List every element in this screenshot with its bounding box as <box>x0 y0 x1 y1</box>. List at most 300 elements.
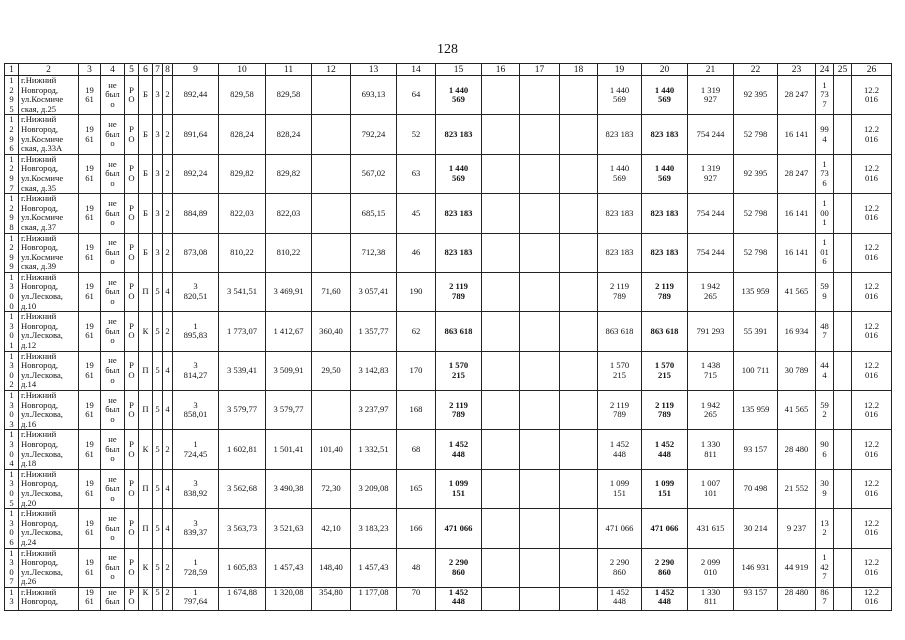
table-cell <box>520 76 560 115</box>
table-cell: 431 615 <box>688 509 734 548</box>
table-cell: 5 <box>153 430 163 469</box>
table-cell: 1 2 9 9 <box>5 233 19 272</box>
table-cell <box>482 76 520 115</box>
table-cell: 64 <box>397 76 436 115</box>
table-cell: П <box>139 391 153 430</box>
column-header: 21 <box>688 64 734 76</box>
table-row <box>5 509 892 548</box>
address-cell: г.Нижний Новгород, ул.Лескова, д.24 <box>19 509 79 548</box>
table-cell: 1 3 0 2 <box>5 351 19 390</box>
table-cell: 873,08 <box>173 233 219 272</box>
table-cell: 5 <box>153 469 163 508</box>
table-cell <box>482 115 520 154</box>
table-cell: 41 565 <box>778 391 816 430</box>
table-cell <box>834 469 852 508</box>
address-cell: г.Нижний Новгород, ул.Космиче ская, д.35 <box>19 154 79 193</box>
table-cell: 3 <box>153 233 163 272</box>
table-cell: 19 61 <box>79 391 101 430</box>
table-cell: 12.2 016 <box>852 587 892 610</box>
table-row <box>5 587 892 610</box>
table-cell <box>560 272 598 311</box>
table-cell: 86 7 <box>816 587 834 610</box>
table-cell: 810,22 <box>266 233 312 272</box>
address-cell: г.Нижний Новгород, ул.Лескова, д.16 <box>19 391 79 430</box>
table-cell: 19 61 <box>79 509 101 548</box>
table-cell: 19 61 <box>79 430 101 469</box>
table-cell: 1 412,67 <box>266 312 312 351</box>
table-cell: 792,24 <box>351 115 397 154</box>
table-cell: 68 <box>397 430 436 469</box>
table-cell <box>520 548 560 587</box>
column-header: 12 <box>312 64 351 76</box>
table-cell: 863 618 <box>436 312 482 351</box>
table-cell: 135 959 <box>734 272 778 311</box>
table-row <box>5 115 892 154</box>
table-cell: 12.2 016 <box>852 351 892 390</box>
column-header: 25 <box>834 64 852 76</box>
table-cell: 4 <box>163 469 173 508</box>
table-cell: 1 724,45 <box>173 430 219 469</box>
table-cell <box>834 391 852 430</box>
table-cell: 1 942 265 <box>688 272 734 311</box>
table-cell <box>520 312 560 351</box>
table-cell: Р О <box>125 115 139 154</box>
table-cell: 59 9 <box>816 272 834 311</box>
table-cell: П <box>139 469 153 508</box>
table-cell: 2 <box>163 115 173 154</box>
table-cell: 3 237,97 <box>351 391 397 430</box>
column-header: 1 <box>5 64 19 76</box>
table-cell: 48 <box>397 548 436 587</box>
table-cell: 863 618 <box>598 312 642 351</box>
table-cell: 19 61 <box>79 194 101 233</box>
table-cell: Р О <box>125 391 139 430</box>
table-cell: К <box>139 312 153 351</box>
table-cell: Р О <box>125 351 139 390</box>
table-cell: 70 <box>397 587 436 610</box>
table-cell: 28 247 <box>778 76 816 115</box>
table-cell: 28 247 <box>778 154 816 193</box>
table-cell: 1 2 9 8 <box>5 194 19 233</box>
table-cell: 2 119 789 <box>598 391 642 430</box>
column-header: 16 <box>482 64 520 76</box>
table-cell: не был <box>101 587 125 610</box>
table-cell: 46 <box>397 233 436 272</box>
table-cell: 823 183 <box>642 233 688 272</box>
column-header: 11 <box>266 64 312 76</box>
table-cell: Б <box>139 233 153 272</box>
table-row <box>5 469 892 508</box>
table-cell: 3 541,51 <box>219 272 266 311</box>
table-cell: 471 066 <box>642 509 688 548</box>
table-cell: не был о <box>101 194 125 233</box>
table-cell <box>312 115 351 154</box>
table-cell <box>482 548 520 587</box>
table-cell: 1 452 448 <box>598 430 642 469</box>
table-cell: Р О <box>125 430 139 469</box>
table-cell: 12.2 016 <box>852 469 892 508</box>
table-cell: 823 183 <box>436 115 482 154</box>
table-cell: 2 119 789 <box>598 272 642 311</box>
table-cell <box>560 430 598 469</box>
table-cell: 1 2 9 6 <box>5 115 19 154</box>
table-cell: 828,24 <box>219 115 266 154</box>
address-cell: г.Нижний Новгород, ул.Лескова, д.12 <box>19 312 79 351</box>
table-cell: 170 <box>397 351 436 390</box>
table-cell: 2 <box>163 548 173 587</box>
table-cell: 685,15 <box>351 194 397 233</box>
table-cell: 19 61 <box>79 548 101 587</box>
table-cell: Б <box>139 154 153 193</box>
table-cell: 3 563,73 <box>219 509 266 548</box>
table-cell: 1 602,81 <box>219 430 266 469</box>
table-cell: 19 61 <box>79 76 101 115</box>
table-cell: 829,82 <box>219 154 266 193</box>
table-cell: Б <box>139 76 153 115</box>
table-cell <box>560 312 598 351</box>
table-cell: 1 330 811 <box>688 430 734 469</box>
table-cell: 41 565 <box>778 272 816 311</box>
table-cell: 360,40 <box>312 312 351 351</box>
table-cell: 3 579,77 <box>219 391 266 430</box>
table-cell <box>560 115 598 154</box>
column-header: 9 <box>173 64 219 76</box>
table-cell: 190 <box>397 272 436 311</box>
table-cell: 19 61 <box>79 115 101 154</box>
table-cell <box>560 587 598 610</box>
table-row <box>5 312 892 351</box>
table-row <box>5 272 892 311</box>
table-cell: 19 61 <box>79 233 101 272</box>
table-cell: Б <box>139 115 153 154</box>
table-cell <box>520 587 560 610</box>
table-cell: 2 <box>163 154 173 193</box>
address-cell: г.Нижний Новгород, ул.Лескова, д.14 <box>19 351 79 390</box>
table-cell: 5 <box>153 272 163 311</box>
table-cell: 4 <box>163 351 173 390</box>
table-cell: 30 789 <box>778 351 816 390</box>
table-cell <box>560 351 598 390</box>
table-cell: 52 798 <box>734 115 778 154</box>
table-cell <box>482 312 520 351</box>
table-cell: 3 839,37 <box>173 509 219 548</box>
table-cell: 2 <box>163 233 173 272</box>
table-cell: 1 177,08 <box>351 587 397 610</box>
table-cell: 3 521,63 <box>266 509 312 548</box>
table-cell: 3 562,68 <box>219 469 266 508</box>
table-cell: не был о <box>101 509 125 548</box>
table-cell: 810,22 <box>219 233 266 272</box>
table-cell: 62 <box>397 312 436 351</box>
column-header: 7 <box>153 64 163 76</box>
table-cell: 712,38 <box>351 233 397 272</box>
table-cell: 45 <box>397 194 436 233</box>
table-cell: 19 61 <box>79 272 101 311</box>
table-cell: 1 099 151 <box>436 469 482 508</box>
table-cell <box>520 233 560 272</box>
table-cell: 12.2 016 <box>852 194 892 233</box>
table-cell: Р О <box>125 469 139 508</box>
table-cell: 3 142,83 <box>351 351 397 390</box>
table-cell: 892,24 <box>173 154 219 193</box>
table-cell: 1 605,83 <box>219 548 266 587</box>
table-cell: 823 183 <box>642 115 688 154</box>
table-cell: 1 440 569 <box>598 154 642 193</box>
table-cell <box>520 509 560 548</box>
table-cell: 165 <box>397 469 436 508</box>
table-cell: 93 157 <box>734 430 778 469</box>
column-header: 8 <box>163 64 173 76</box>
table-cell: 4 <box>163 509 173 548</box>
table-cell: 823 183 <box>598 233 642 272</box>
table-cell: 3 <box>153 76 163 115</box>
table-cell: 3 579,77 <box>266 391 312 430</box>
table-cell: 471 066 <box>598 509 642 548</box>
table-cell: 693,13 <box>351 76 397 115</box>
column-header: 10 <box>219 64 266 76</box>
table-cell: 1 440 569 <box>642 76 688 115</box>
address-cell: г.Нижний Новгород, ул.Лескова, д.20 <box>19 469 79 508</box>
table-cell <box>834 194 852 233</box>
table-cell: 52 <box>397 115 436 154</box>
table-cell: 823 183 <box>436 233 482 272</box>
table-cell <box>834 272 852 311</box>
table-row <box>5 391 892 430</box>
table-cell <box>520 430 560 469</box>
table-cell: 2 <box>163 194 173 233</box>
table-cell: 1 3 0 0 <box>5 272 19 311</box>
table-cell: не был о <box>101 312 125 351</box>
table-cell: 135 959 <box>734 391 778 430</box>
table-cell <box>520 351 560 390</box>
table-cell: 19 61 <box>79 351 101 390</box>
table-cell <box>834 233 852 272</box>
table-cell: Р О <box>125 312 139 351</box>
table-cell: 2 290 860 <box>642 548 688 587</box>
table-cell <box>482 154 520 193</box>
table-cell <box>560 76 598 115</box>
table-cell <box>560 509 598 548</box>
table-cell <box>560 391 598 430</box>
table-cell: 19 61 <box>79 154 101 193</box>
table-cell: 1 330 811 <box>688 587 734 610</box>
table-cell: 891,64 <box>173 115 219 154</box>
table-cell <box>834 351 852 390</box>
table-cell: 828,24 <box>266 115 312 154</box>
table-cell: 1 440 569 <box>436 76 482 115</box>
table-row <box>5 548 892 587</box>
header-row <box>5 64 892 76</box>
address-cell: г.Нижний Новгород, ул.Лескова, д.26 <box>19 548 79 587</box>
table-cell: 19 61 <box>79 469 101 508</box>
table-cell: 3 490,38 <box>266 469 312 508</box>
table-cell <box>520 154 560 193</box>
table-cell: 1 452 448 <box>436 587 482 610</box>
column-header: 6 <box>139 64 153 76</box>
column-header: 26 <box>852 64 892 76</box>
table-cell: Р О <box>125 154 139 193</box>
table-cell <box>560 154 598 193</box>
table-cell: 12.2 016 <box>852 76 892 115</box>
address-cell: г.Нижний Новгород, ул.Космиче ская, д.37 <box>19 194 79 233</box>
table-cell: 3 183,23 <box>351 509 397 548</box>
table-cell: 863 618 <box>642 312 688 351</box>
table-cell: 5 <box>153 391 163 430</box>
table-cell <box>560 194 598 233</box>
column-header: 5 <box>125 64 139 76</box>
table-row <box>5 430 892 469</box>
table-cell <box>482 272 520 311</box>
table-cell: 1 007 101 <box>688 469 734 508</box>
table-cell: 2 119 789 <box>642 391 688 430</box>
table-cell: 1 570 215 <box>436 351 482 390</box>
table-cell: 3 820,51 <box>173 272 219 311</box>
table-cell: 1 73 7 <box>816 76 834 115</box>
table-cell: 1 3 0 4 <box>5 430 19 469</box>
table-cell: 1 099 151 <box>598 469 642 508</box>
table-cell: 44 4 <box>816 351 834 390</box>
table-cell: Р О <box>125 509 139 548</box>
table-cell <box>560 233 598 272</box>
table-row <box>5 233 892 272</box>
table-cell: 1 3 0 5 <box>5 469 19 508</box>
table-row <box>5 194 892 233</box>
table-cell: 4 <box>163 272 173 311</box>
table-cell: 99 4 <box>816 115 834 154</box>
column-header: 15 <box>436 64 482 76</box>
table-cell: 1 797,64 <box>173 587 219 610</box>
table-cell <box>834 154 852 193</box>
table-cell <box>482 233 520 272</box>
housing-registry-table <box>4 63 892 611</box>
column-header: 13 <box>351 64 397 76</box>
table-cell: 3 057,41 <box>351 272 397 311</box>
table-cell: не был о <box>101 430 125 469</box>
address-cell: г.Нижний Новгород, ул.Космиче ская, д.33А <box>19 115 79 154</box>
table-cell: 3 838,92 <box>173 469 219 508</box>
table-cell: 1 42 7 <box>816 548 834 587</box>
table-cell: 16 141 <box>778 194 816 233</box>
table-cell <box>834 430 852 469</box>
table-cell: К <box>139 430 153 469</box>
table-cell: Р О <box>125 587 139 610</box>
table-cell: 5 <box>153 587 163 610</box>
table-cell: 1 452 448 <box>642 430 688 469</box>
table-cell: 166 <box>397 509 436 548</box>
page-number: 128 <box>437 42 458 57</box>
table-cell: 2 119 789 <box>642 272 688 311</box>
table-cell: 2 119 789 <box>436 272 482 311</box>
table-cell: 19 61 <box>79 312 101 351</box>
table-cell: 12.2 016 <box>852 272 892 311</box>
table-cell: 567,02 <box>351 154 397 193</box>
table-cell: 3 509,91 <box>266 351 312 390</box>
table-cell: 59 2 <box>816 391 834 430</box>
table-cell: 13 2 <box>816 509 834 548</box>
table-cell: 1 01 6 <box>816 233 834 272</box>
table-cell: Р О <box>125 548 139 587</box>
table-cell: не был о <box>101 76 125 115</box>
column-header: 20 <box>642 64 688 76</box>
table-cell: 21 552 <box>778 469 816 508</box>
table-cell: 823 183 <box>598 115 642 154</box>
table-cell: не был о <box>101 154 125 193</box>
table-cell: 754 244 <box>688 115 734 154</box>
table-cell: 28 480 <box>778 430 816 469</box>
table-cell: 791 293 <box>688 312 734 351</box>
table-cell: 16 141 <box>778 115 816 154</box>
table-cell <box>834 548 852 587</box>
table-cell: 1 452 448 <box>642 587 688 610</box>
table-cell: 55 391 <box>734 312 778 351</box>
table-cell: 1 357,77 <box>351 312 397 351</box>
table-cell: 101,40 <box>312 430 351 469</box>
table-cell: 12.2 016 <box>852 154 892 193</box>
table-cell: 1 452 448 <box>598 587 642 610</box>
table-cell: 42,10 <box>312 509 351 548</box>
table-row <box>5 351 892 390</box>
table-cell <box>520 469 560 508</box>
table-row <box>5 76 892 115</box>
column-header: 4 <box>101 64 125 76</box>
address-cell: г.Нижний Новгород, ул.Космиче ская, д.39 <box>19 233 79 272</box>
table-cell: 52 798 <box>734 194 778 233</box>
table-cell: 3 <box>153 115 163 154</box>
table-cell <box>482 351 520 390</box>
table-cell: 2 <box>163 76 173 115</box>
table-cell: 3 539,41 <box>219 351 266 390</box>
table-cell <box>520 115 560 154</box>
table-cell: 823 183 <box>642 194 688 233</box>
table-cell: 823 183 <box>598 194 642 233</box>
table-cell: 2 290 860 <box>436 548 482 587</box>
table-cell: 12.2 016 <box>852 312 892 351</box>
table-cell: 19 61 <box>79 587 101 610</box>
table-cell: Р О <box>125 76 139 115</box>
table-cell: 1 942 265 <box>688 391 734 430</box>
table-cell: К <box>139 587 153 610</box>
table-cell <box>834 76 852 115</box>
table-cell: 63 <box>397 154 436 193</box>
table-cell: 354,80 <box>312 587 351 610</box>
table-cell: 1 3 0 1 <box>5 312 19 351</box>
table-cell: 12.2 016 <box>852 391 892 430</box>
table-cell: 3 858,01 <box>173 391 219 430</box>
table-cell: П <box>139 272 153 311</box>
table-cell: 1 728,59 <box>173 548 219 587</box>
table-cell: не был о <box>101 351 125 390</box>
column-header: 24 <box>816 64 834 76</box>
table-cell: 1 3 0 6 <box>5 509 19 548</box>
table-cell: 2 <box>163 587 173 610</box>
column-header: 23 <box>778 64 816 76</box>
table-cell: 829,58 <box>219 76 266 115</box>
table-cell: не был о <box>101 391 125 430</box>
table-cell: 1 440 569 <box>436 154 482 193</box>
table-cell: 12.2 016 <box>852 115 892 154</box>
table-cell: 822,03 <box>266 194 312 233</box>
table-cell: 5 <box>153 509 163 548</box>
table-cell: 1 440 569 <box>642 154 688 193</box>
table-cell: 90 6 <box>816 430 834 469</box>
table-cell <box>520 391 560 430</box>
table-cell: 5 <box>153 312 163 351</box>
table-cell: 5 <box>153 351 163 390</box>
table-cell: Р О <box>125 233 139 272</box>
table-cell <box>560 548 598 587</box>
table-cell: Б <box>139 194 153 233</box>
table-cell <box>312 154 351 193</box>
